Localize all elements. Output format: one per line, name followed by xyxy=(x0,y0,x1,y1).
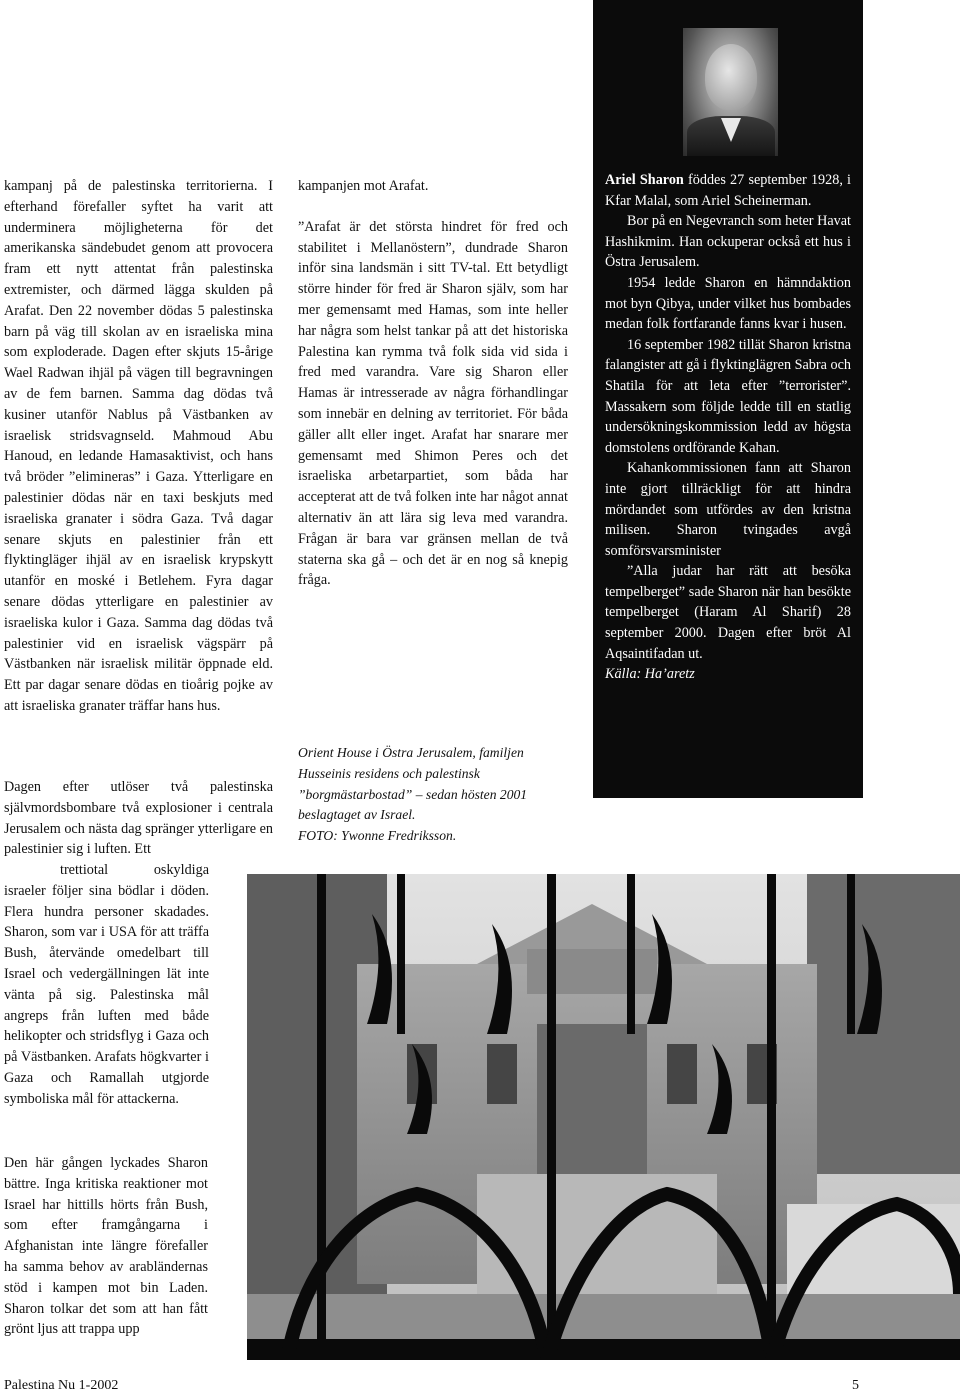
sidebar-birth: föddes 27 september 1928, i Kfar Malal, som Ariel Scheinerman. xyxy=(605,172,851,209)
sidebar-paragraph: Bor på en Negevranch som heter Havat Hashikmim. Han ockuperar också ett hus i Östra Jerusalem. xyxy=(605,213,851,271)
body-paragraph: Dagen efter utlöser två palestinska självmordsbombare två explosioner i centrala Jerusalem och nästa dag spränger ytterligare en palestinier sig i luften. Ett xyxy=(4,779,273,858)
sidebar-paragraph: 1954 ledde Sharon en hämndaktion mot byn Qibya, under vilket hus bombades medan folk fortfarande fanns kvar i husen. xyxy=(605,274,851,333)
column-1-middle xyxy=(4,777,273,860)
sidebar-paragraph: ”Alla judar har rätt att besöka tempelberget” sade Sharon när han besökte tempelberget (Haram Al Sharif) 28 september 2000. Dagen efter bröt Al Aqsaintifadan ut. xyxy=(605,563,851,662)
sidebar-paragraph: 16 september 1982 tillät Sharon kristna falangister att gå i flyktinglägren Sabra och Shatila för att leta efter ”terrorister”. Massakern som följde ledde till en statlig undersökningskommission ledd av högsta domstolens ordförande Kahan. xyxy=(605,336,851,456)
sidebar-source: Källa: Ha’aretz xyxy=(605,666,695,683)
portrait-head xyxy=(705,44,757,110)
sidebar-name: Ariel Sharon xyxy=(605,172,684,188)
gate-photo xyxy=(247,874,960,1360)
sidebar-intro xyxy=(605,170,851,211)
footer-publication: Palestina Nu 1-2002 xyxy=(4,1378,119,1393)
sidebar-paragraph: Kahankommissionen fann att Sharon inte gjort tillräckligt för att hindra mördandet som utfördes av den kristna milisen. Sharon tvingades avgå somförsvarsminister xyxy=(605,460,851,559)
body-paragraph: kampanj på de palestinska territorierna. I efterhand förefaller syftet ha varit att underminera möjligheterna för det amerikanska sändebudet genom att provocera fram ett nytt attentat från palestinska extremister, och därmed lägga skulden på Arafat. Den 22 november dödas 5 palestinska barn på väg till skolan av en israeliska mina som exploderade. Dagen efter skjuts 15-årige Wael Radwan ihjäl på vägen till begravningen av de fem barnen. Samma dag dödas två kusiner utanför Nablus på Västbanken av israelisk stridsvagnseld. Mahmoud Abu Hanoud, en ledande Hamasaktivist, och hans två bröder ”elimineras” i Gaza. Ytterligare en palestinier dödas när en taxi beskjuts med israeliska granater i södra Gaza. Två dagar senare skjuts en palestinier från ett flyktingläger ihjäl av en israelisk krypskytt utanför en moské i Betlehem. Fyra dagar senare dödas ytterligare en palestinier av israeliska kulor i Gaza. Samma dag dödas två palestinier vid en israelisk vägspärr på Västbanken när israelisk militär öppnade eld. Ett par dagar senare dödas en tioårig pojke av att israeliska granater träffar hans hus. xyxy=(4,178,273,714)
photo-credit: FOTO: Ywonne Fredriksson. xyxy=(298,828,457,844)
photo-caption xyxy=(298,743,560,847)
body-paragraph: ”Arafat är det största hindret för fred och stabilitet i Mellanöstern”, dundrade Sharon inför sina landsmän i sitt TV-tal. Ett betydligt större hinder för fred är Sharon själv, som har mer gemensamt med Hamas, som inte heller har några som helst tankar på att det historiska Palestina kan rymma två folk sida vid sida i fred med varandra. Vare sig Sharon eller Hamas är intresserade av några förhandlingar som innebär en delning av territoriet. För båda gäller allt eller inget. Arafat har snarare mer gemensamt med Shimon Peres och det israeliska arbetarpartiet, som båda har accepterat att de två folken inte har något annat alternativ än att lära sig leva med varandra. Frågan är bara var gränsen mellan de två staterna ska gå – och det är en nog så knepig fråga. xyxy=(298,218,568,589)
column-1-bottom xyxy=(4,1153,208,1340)
body-paragraph: trettiotal oskyldiga israeler följer sina bödlar i döden. Flera hundra personer skadades. Sharon, som var i USA för att träffa Bush, återvände omedelbart till Israel och vedergällningen lät inte vänta på sig. Palestinska mål angreps från luften med både helikopter och stridsflyg i Gaza och på Västbanken. Arafats högkvarter i Gaza och Ramallah utgjorde symboliska mål för attackerna. xyxy=(4,862,209,1107)
house-arches xyxy=(527,949,657,994)
column-1-top xyxy=(4,176,273,717)
tree-right xyxy=(807,874,960,1174)
body-paragraph: Den här gången lyckades Sharon bättre. Inga kritiska reaktioner mot Israel har hittills hörts från Bush, som efter framgångarna i Afghanistan inte längre förefaller ha samma behov av arabländernas stöd i kampen mot bin Laden. Sharon tolkar det som att han fått grönt ljus att trappa upp xyxy=(4,1155,208,1338)
column-2 xyxy=(298,176,568,591)
body-paragraph: kampanjen mot Arafat. xyxy=(298,178,429,194)
window xyxy=(667,1044,697,1104)
biography-sidebar xyxy=(593,0,863,798)
caption-text: Orient House i Östra Jerusalem, familjen Husseinis residens och palestinsk ”borgmästarbostad” – sedan hösten 2001 beslagtaget av Israel. xyxy=(298,745,528,823)
column-1-wrap xyxy=(4,860,209,1110)
portrait-photo xyxy=(683,28,778,156)
page-number: 5 xyxy=(852,1378,859,1393)
gate-photo-illustration xyxy=(247,874,960,1360)
window xyxy=(487,1044,517,1104)
sidebar-text xyxy=(605,170,851,685)
